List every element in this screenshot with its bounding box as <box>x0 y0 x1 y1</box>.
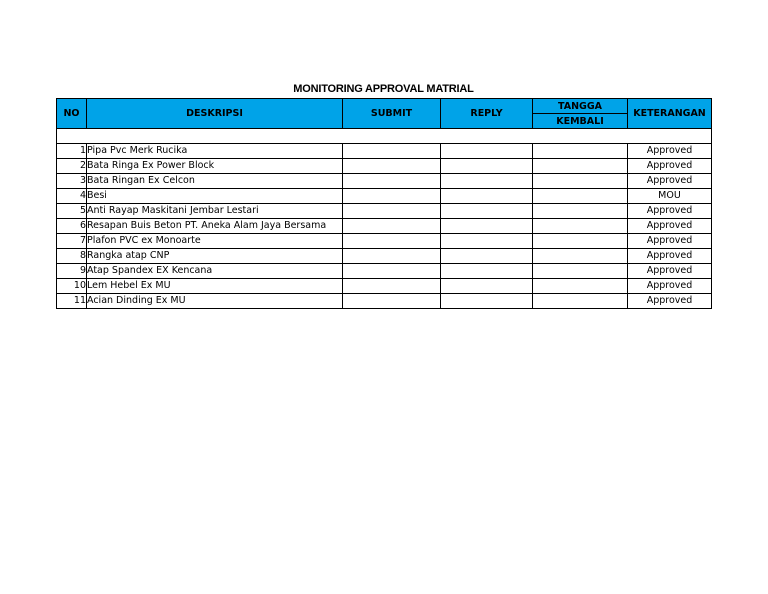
header-keterangan: KETERANGAN <box>628 99 712 129</box>
cell-deskripsi: Plafon PVC ex Monoarte <box>87 234 343 249</box>
cell-no: 9 <box>57 264 87 279</box>
header-tangga: TANGGA <box>533 99 628 114</box>
cell-deskripsi: Bata Ringa Ex Power Block <box>87 159 343 174</box>
cell-no: 5 <box>57 204 87 219</box>
cell-kembali <box>533 204 628 219</box>
cell-reply <box>441 219 533 234</box>
cell-deskripsi: Acian Dinding Ex MU <box>87 294 343 309</box>
cell-reply <box>441 234 533 249</box>
cell-deskripsi: Lem Hebel Ex MU <box>87 279 343 294</box>
cell-reply <box>441 294 533 309</box>
cell-kembali <box>533 279 628 294</box>
cell-deskripsi: Atap Spandex EX Kencana <box>87 264 343 279</box>
header-submit: SUBMIT <box>343 99 441 129</box>
cell-deskripsi: Besi <box>87 189 343 204</box>
cell-submit <box>343 294 441 309</box>
cell-submit <box>343 144 441 159</box>
cell-deskripsi: Resapan Buis Beton PT. Aneka Alam Jaya Bersama <box>87 219 343 234</box>
cell-keterangan: Approved <box>628 249 712 264</box>
cell-keterangan: Approved <box>628 204 712 219</box>
table-row <box>57 144 712 159</box>
cell-submit <box>343 174 441 189</box>
cell-deskripsi: Pipa Pvc Merk Rucika <box>87 144 343 159</box>
cell-no: 11 <box>57 294 87 309</box>
header-reply: REPLY <box>441 99 533 129</box>
cell-submit <box>343 234 441 249</box>
cell-no: 4 <box>57 189 87 204</box>
cell-keterangan: Approved <box>628 159 712 174</box>
cell-kembali <box>533 264 628 279</box>
table-row <box>57 204 712 219</box>
cell-deskripsi: Rangka atap CNP <box>87 249 343 264</box>
cell-reply <box>441 144 533 159</box>
cell-kembali <box>533 144 628 159</box>
table-row <box>57 234 712 249</box>
table-row <box>57 264 712 279</box>
cell-submit <box>343 279 441 294</box>
cell-reply <box>441 249 533 264</box>
cell-keterangan: Approved <box>628 279 712 294</box>
cell-no: 6 <box>57 219 87 234</box>
approval-table <box>56 98 712 309</box>
cell-reply <box>441 159 533 174</box>
cell-submit <box>343 219 441 234</box>
cell-keterangan: Approved <box>628 174 712 189</box>
cell-kembali <box>533 159 628 174</box>
table-row <box>57 294 712 309</box>
cell-submit <box>343 264 441 279</box>
header-kembali: KEMBALI <box>533 114 628 129</box>
cell-reply <box>441 279 533 294</box>
cell-kembali <box>533 174 628 189</box>
table-row <box>57 174 712 189</box>
cell-reply <box>441 264 533 279</box>
cell-reply <box>441 204 533 219</box>
cell-keterangan: MOU <box>628 189 712 204</box>
cell-keterangan: Approved <box>628 219 712 234</box>
cell-deskripsi: Bata Ringan Ex Celcon <box>87 174 343 189</box>
cell-keterangan: Approved <box>628 264 712 279</box>
cell-submit <box>343 189 441 204</box>
cell-reply <box>441 189 533 204</box>
cell-submit <box>343 249 441 264</box>
cell-kembali <box>533 294 628 309</box>
cell-no: 7 <box>57 234 87 249</box>
header-deskripsi: DESKRIPSI <box>87 99 343 129</box>
header-no: NO <box>57 99 87 129</box>
cell-no: 10 <box>57 279 87 294</box>
cell-deskripsi: Anti Rayap Maskitani Jembar Lestari <box>87 204 343 219</box>
page-title: MONITORING APPROVAL MATRIAL <box>293 83 474 95</box>
cell-submit <box>343 204 441 219</box>
cell-submit <box>343 159 441 174</box>
cell-keterangan: Approved <box>628 234 712 249</box>
cell-keterangan: Approved <box>628 144 712 159</box>
cell-no: 3 <box>57 174 87 189</box>
table-body <box>57 129 712 309</box>
table-row <box>57 159 712 174</box>
table-row <box>57 189 712 204</box>
cell-keterangan: Approved <box>628 294 712 309</box>
cell-no: 1 <box>57 144 87 159</box>
cell-kembali <box>533 189 628 204</box>
table-row <box>57 279 712 294</box>
spacer-row <box>57 129 712 144</box>
table-row <box>57 219 712 234</box>
cell-kembali <box>533 219 628 234</box>
cell-kembali <box>533 234 628 249</box>
cell-no: 2 <box>57 159 87 174</box>
table-row <box>57 249 712 264</box>
cell-no: 8 <box>57 249 87 264</box>
cell-reply <box>441 174 533 189</box>
cell-kembali <box>533 249 628 264</box>
